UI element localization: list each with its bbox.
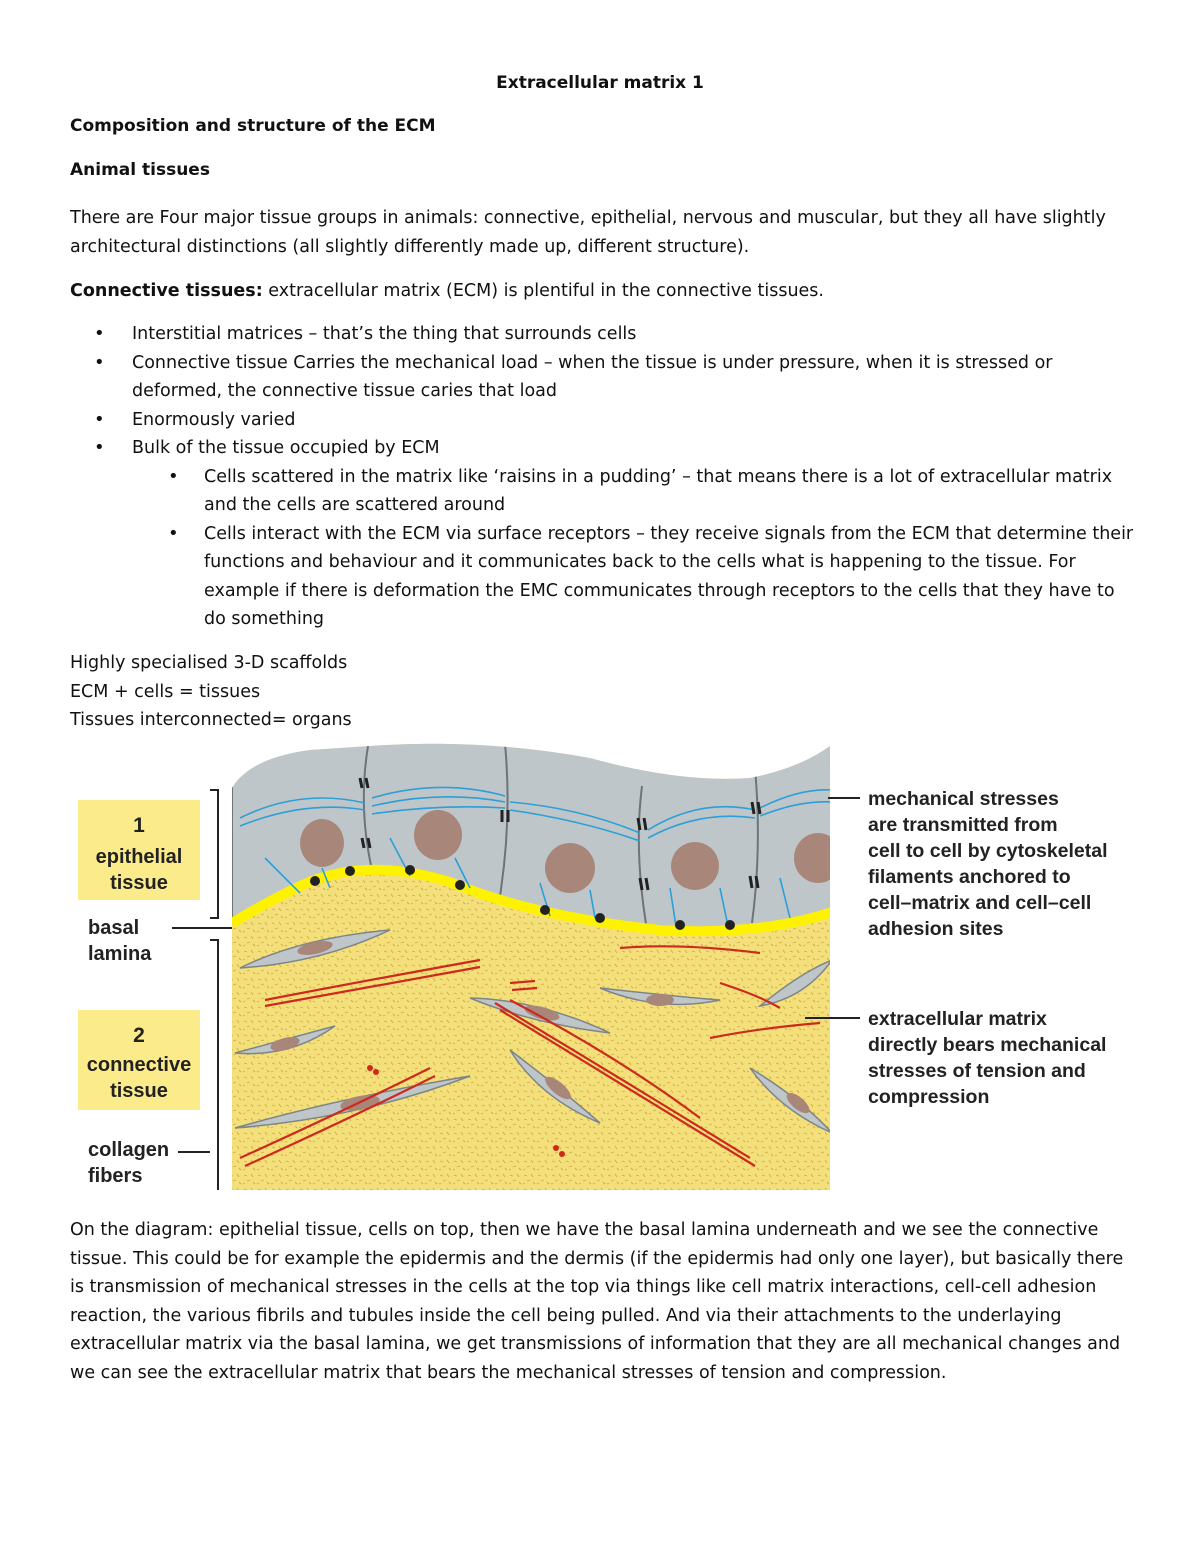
- summary-line: Tissues interconnected= organs: [70, 710, 352, 730]
- list-item: • Interstitial matrices – that’s the thing that surrounds cells: [70, 320, 1135, 349]
- summary-line: ECM + cells = tissues: [70, 681, 261, 702]
- connective-bracket: [210, 940, 218, 1190]
- sub-list-item: • Cells scattered in the matrix like ‘raisins in a pudding’ – that means there is a lot of extracellular matrix and the cells are scattered around: [132, 463, 1135, 520]
- ecm-diagram: [60, 738, 1150, 1198]
- basal-lamina-label-line2: lamina: [88, 943, 152, 965]
- basal-lamina-label-line1: basal: [88, 917, 140, 939]
- nucleus: [300, 819, 344, 867]
- diagram-explanation-paragraph: On the diagram: epithelial tissue, cells on top, then we have the basal lamina underneath and we see the connective tissue. This could be for example the epidermis and the dermis (if the epidermis had only one layer), but basically there is transmission of mechanical stresses in the cells at the top via things like cell matrix interactions, cell-cell adhesion reaction, the various fibrils and tubules inside the cell being pulled. And via their attachments to the underlaying extracellular matrix via the basal lamina, we get transmissions of information that they are all mechanical changes and we can see the extracellular matrix that bears the mechanical stresses of tension and compression.: [70, 1220, 1124, 1383]
- epithelial-bracket: [210, 790, 218, 918]
- connective-paragraph: [70, 277, 1135, 306]
- bullet-list: [70, 320, 1135, 634]
- nucleus: [545, 843, 595, 893]
- stress-annotation-line: adhesion sites: [868, 918, 1004, 940]
- list-item-text: Bulk of the tissue occupied by ECM: [132, 438, 440, 458]
- collagen-label-line2: fibers: [88, 1165, 143, 1187]
- matrix-annotation-line: compression: [868, 1086, 990, 1108]
- epithelial-label-line1: epithelial: [95, 846, 183, 868]
- section-heading: Composition and structure of the ECM: [70, 116, 436, 136]
- matrix-annotation-line: extracellular matrix: [868, 1008, 1047, 1030]
- list-item: • Connective tissue Carries the mechanical load – when the tissue is under pressure, when it is stressed or deformed, the connective tissue caries that load: [70, 349, 1135, 406]
- list-item: [70, 434, 1135, 634]
- subsection-heading: Animal tissues: [70, 160, 210, 180]
- nucleus: [794, 833, 842, 883]
- ecm-diagram-svg: [60, 738, 1150, 1198]
- stress-annotation-line: filaments anchored to: [868, 866, 1071, 888]
- stress-annotation-line: cell–matrix and cell–cell: [868, 892, 1092, 914]
- epithelial-label-line2: tissue: [110, 872, 168, 894]
- nucleus: [671, 842, 719, 890]
- matrix-annotation-line: stresses of tension and: [868, 1060, 1086, 1082]
- sub-list-item: • Cells interact with the ECM via surface receptors – they receive signals from the ECM that determine their functions and behaviour and it communicates back to the cells what is happening to the tissue. For example if there is deformation the EMC communicates through receptors to the cells that they have to do something: [132, 520, 1135, 634]
- stress-annotation: [868, 788, 1108, 940]
- stress-annotation-line: cell to cell by cytoskeletal: [868, 840, 1108, 862]
- document-title: Extracellular matrix 1: [496, 73, 704, 93]
- summary-line: Highly specialised 3-D scaffolds: [70, 653, 348, 673]
- matrix-annotation: [868, 1008, 1106, 1108]
- stress-annotation-line: are transmitted from: [868, 814, 1058, 836]
- nucleus: [414, 810, 462, 860]
- connective-text: extracellular matrix (ECM) is plentiful in the connective tissues.: [262, 281, 824, 301]
- connective-box-number: 2: [133, 1024, 145, 1047]
- matrix-annotation-line: directly bears mechanical: [868, 1034, 1107, 1056]
- epithelial-box-number: 1: [133, 814, 145, 837]
- summary-lines: [70, 649, 352, 735]
- collagen-label-line1: collagen: [88, 1139, 170, 1161]
- list-item: • Enormously varied: [70, 406, 1135, 435]
- sub-bullet-list: [132, 463, 1135, 634]
- intro-paragraph: There are Four major tissue groups in animals: connective, epithelial, nervous and muscular, but they all have slightly architectural distinctions (all slightly differently made up, different structure).: [70, 208, 1106, 257]
- tissue-illustration: [232, 738, 842, 1198]
- stress-annotation-line: mechanical stresses: [868, 788, 1059, 810]
- connective-label-line2: tissue: [110, 1080, 168, 1102]
- connective-label-line1: connective: [86, 1054, 192, 1076]
- connective-label: Connective tissues:: [70, 281, 263, 301]
